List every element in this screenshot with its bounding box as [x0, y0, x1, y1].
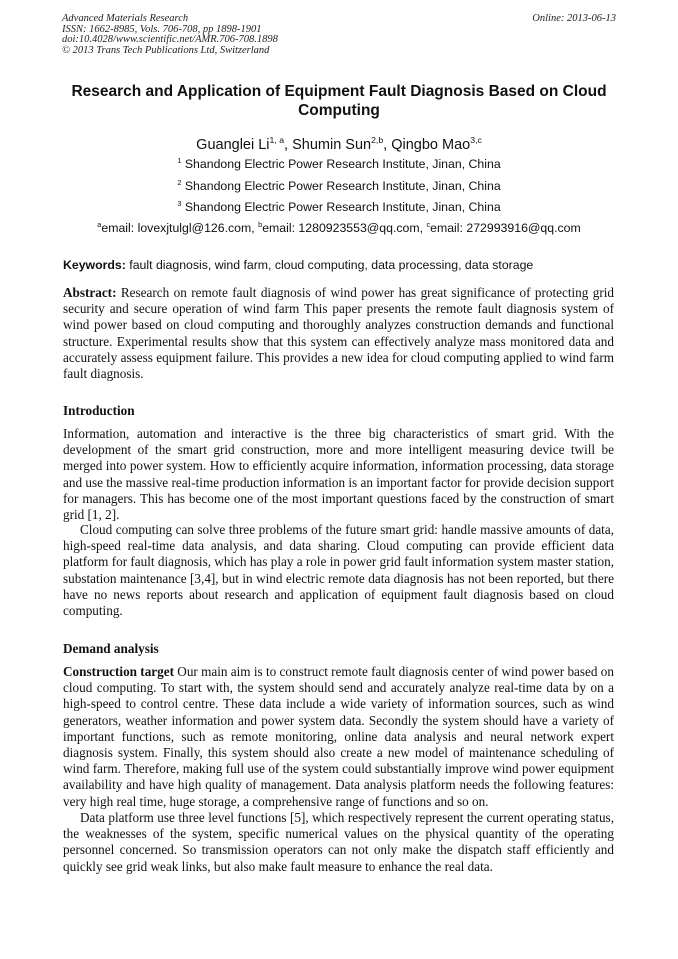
email-text: email: 1280923553@qq.com, — [262, 221, 427, 235]
affiliation-text: Shandong Electric Power Research Institute, Jinan, China — [184, 200, 501, 214]
abstract-label: Abstract: — [63, 285, 117, 300]
email-text: email: 272993916@qq.com — [430, 221, 581, 235]
affiliation — [0, 179, 678, 193]
author-list: Guanglei Li$^{1, a}$, Shumin Sun$^{2,b}$, Qingbo Mao$^{3,c}$ — [196, 135, 482, 153]
demand-paragraph-2: Data platform use three level functions [5], which respectively represent the current operating status, the weaknesses of the system, specific numerical values on the physical quantity of the operating personnel concerned. So transmission operators can not only make the dispatch staff efficiently and quickly see grid weak links, but also make fault measure to enhance the real data. — [63, 810, 614, 874]
affiliation-text: Shandong Electric Power Research Institute, Jinan, China — [184, 157, 501, 171]
affiliation-sup: 1 — [177, 155, 182, 165]
email-text: email: lovexjtulgl@126.com, — [101, 221, 259, 235]
abstract-text: Research on remote fault diagnosis of wind power has great significance of protecting grid security and secure operation of wind farm This paper presents the remote fault diagnosis system of wind power based on cloud computing and thoroughly analyzes construction demands and functional structure. Experimental results show that this system can effectively analyze mass monitored data and accurately assess equipment failure. This provides a new idea for cloud computing applied to wind farm fault diagnosis. — [63, 285, 614, 382]
keywords-label: Keywords: — [63, 258, 126, 272]
demand-paragraph-1-text: Our main aim is to construct remote fault diagnosis center of wind power based on cloud computing. To start with, the system should send and accurately analyze real-time data by on a high-speed to control centre. These data include a wide variety of information sources, such as wind generators, weather information and power system data. Secondly the system should have a variety of important functions, such as remote monitoring, online data analysis and neural network expert diagnosis system. Finally, this system should also create a new model of maintenance scheduling of wind farm. Therefore, making full use of the system could substantially improve wind power equipment availability and have high quality of management. Data analysis platform needs the following features: very high real time, huge storage, a comprehensive range of functions and so on. — [63, 664, 614, 809]
copyright-line: © 2013 Trans Tech Publications Ltd, Switzerland — [62, 44, 270, 56]
author-name: Qingbo Mao — [391, 137, 471, 153]
affiliation — [0, 157, 678, 171]
affiliation-sup: 2 — [177, 177, 182, 187]
author-sup: 1, a — [269, 135, 285, 146]
journal-header — [62, 14, 616, 56]
author-name: Guanglei Li — [196, 137, 270, 153]
construction-target-label: Construction target — [63, 664, 174, 679]
journal-name: Advanced Materials Research — [62, 13, 189, 24]
affiliation — [0, 200, 678, 214]
keywords — [63, 258, 615, 272]
intro-paragraph-1: Information, automation and interactive is the three big characteristics of smart grid. With the development of the smart grid construction, more and more intelligent measuring device twill be merged into power system. How to efficiently acquire information, information processing, data storage and use the massive real-time production information is an important factor for provide decision support for managers. This has become one of the most important questions faced by the construction of smart grid [1, 2]. — [63, 426, 614, 523]
intro-paragraph-2: Cloud computing can solve three problems of the future smart grid: handle massive amounts of data, high-speed real-time data analysis, and data sharing. Cloud computing can provide efficient data platform for fault diagnosis, which has play a role in power grid fault information system master station, substation maintenance [3,4], but in wind electric remote data diagnosis has not been reported, but there have no news reports about research and application of equipment fault diagnosis based on cloud computing. — [63, 522, 614, 619]
abstract — [63, 285, 614, 382]
author-sup: 3,c — [470, 135, 482, 146]
section-heading-demand-analysis: Demand analysis — [63, 641, 159, 656]
section-heading-introduction: Introduction — [63, 403, 135, 418]
email-line — [0, 221, 678, 235]
doi-line: doi:10.4028/www.scientific.net/AMR.706-708.1898 — [62, 34, 278, 46]
email-sup: c — [426, 219, 431, 229]
email-sup: b — [258, 219, 263, 229]
demand-paragraph-1 — [63, 664, 614, 810]
online-date: Online: 2013-06-13 — [532, 13, 616, 24]
paper-title: Research and Application of Equipment Fault Diagnosis Based on Cloud Computing — [71, 83, 607, 119]
email-sup: a — [97, 219, 102, 229]
issn-line: ISSN: 1662-8985, Vols. 706-708, pp 1898-1901 — [62, 23, 262, 35]
author-sup: 2,b — [371, 135, 384, 146]
author-name: Shumin Sun — [292, 137, 372, 153]
affiliation-sup: 3 — [177, 198, 182, 208]
keywords-text: fault diagnosis, wind farm, cloud computing, data processing, data storage — [125, 258, 534, 272]
affiliation-text: Shandong Electric Power Research Institute, Jinan, China — [184, 179, 501, 193]
